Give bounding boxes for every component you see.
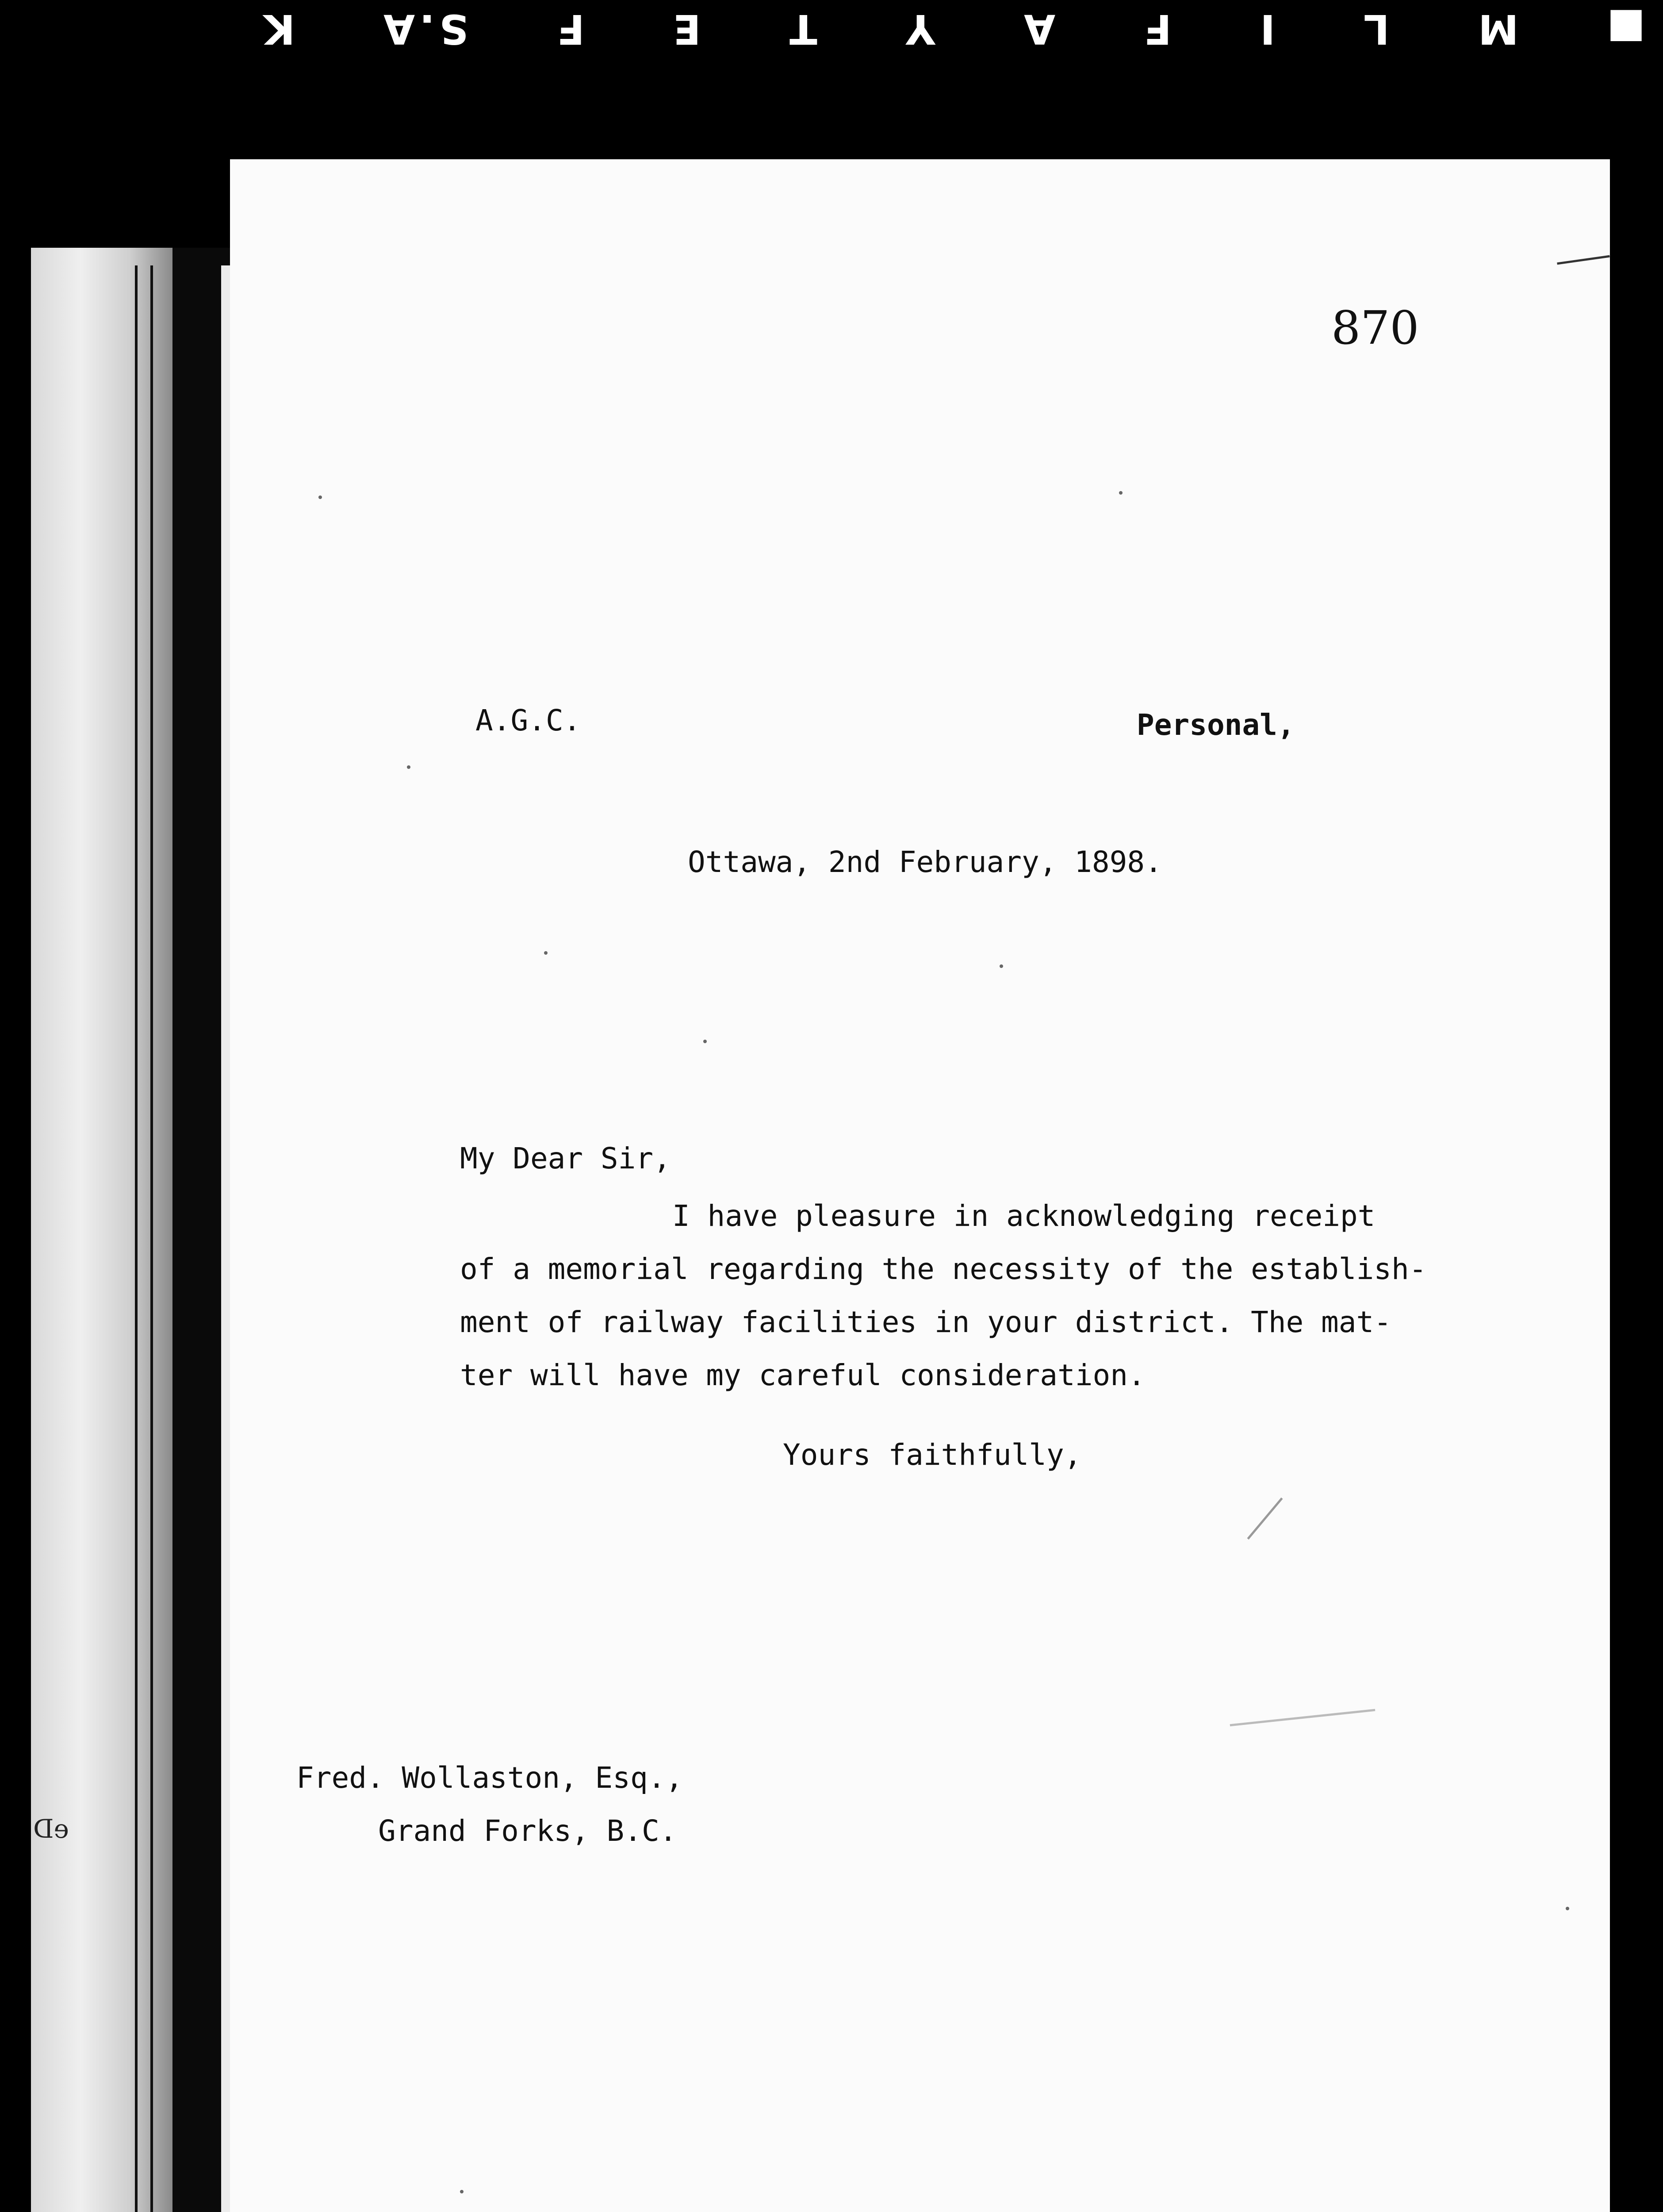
adjacent-page-strip [31,248,172,2212]
strip-rule [150,265,153,2212]
header-marking: Personal, [1137,708,1295,742]
film-speck [1000,964,1003,968]
film-edge-letter: L [1359,5,1390,53]
body-line: of a memorial regarding the necessity of the establish- [460,1252,1427,1286]
film-speck [318,495,322,499]
dateline: Ottawa, 2nd February, 1898. [688,845,1162,879]
body-line: ter will have my careful consideration. [460,1358,1146,1392]
letter-page [230,159,1610,2212]
film-edge-letter: ■ [1602,5,1645,53]
film-speck [703,1040,707,1043]
closing: Yours faithfully, [783,1438,1082,1472]
recipient-name: Fred. Wollaston, Esq., [296,1761,683,1795]
film-edge-letter: F [552,5,585,53]
film-edge-letter: I [1255,5,1275,53]
salutation: My Dear Sir, [460,1141,671,1175]
strip-text-fragment: eD [33,1814,69,1844]
film-speck [460,2190,464,2193]
film-edge-letter: E [669,5,701,53]
body-line: ment of railway facilities in your district. The mat- [460,1305,1391,1339]
page-number: 870 [1331,301,1419,355]
film-speck [1566,1907,1569,1910]
film-speck [1119,491,1123,495]
film-edge-letter: K [259,5,295,53]
film-edge-letter: Y [901,5,935,53]
strip-rule [135,265,138,2212]
film-edge-letter: M [1473,5,1519,53]
film-edge-letter: F [1139,5,1172,53]
film-speck [544,951,548,955]
header-initials: A.G.C. [475,703,581,737]
recipient-place: Grand Forks, B.C. [378,1814,677,1848]
body-line: I have pleasure in acknowledging receipt [672,1199,1376,1233]
film-edge-marking [0,0,1663,58]
film-edge-letter: A [1019,5,1055,53]
film-edge-letter: S.A [379,5,469,53]
film-speck [407,765,410,769]
film-edge-letter: T [785,5,817,53]
